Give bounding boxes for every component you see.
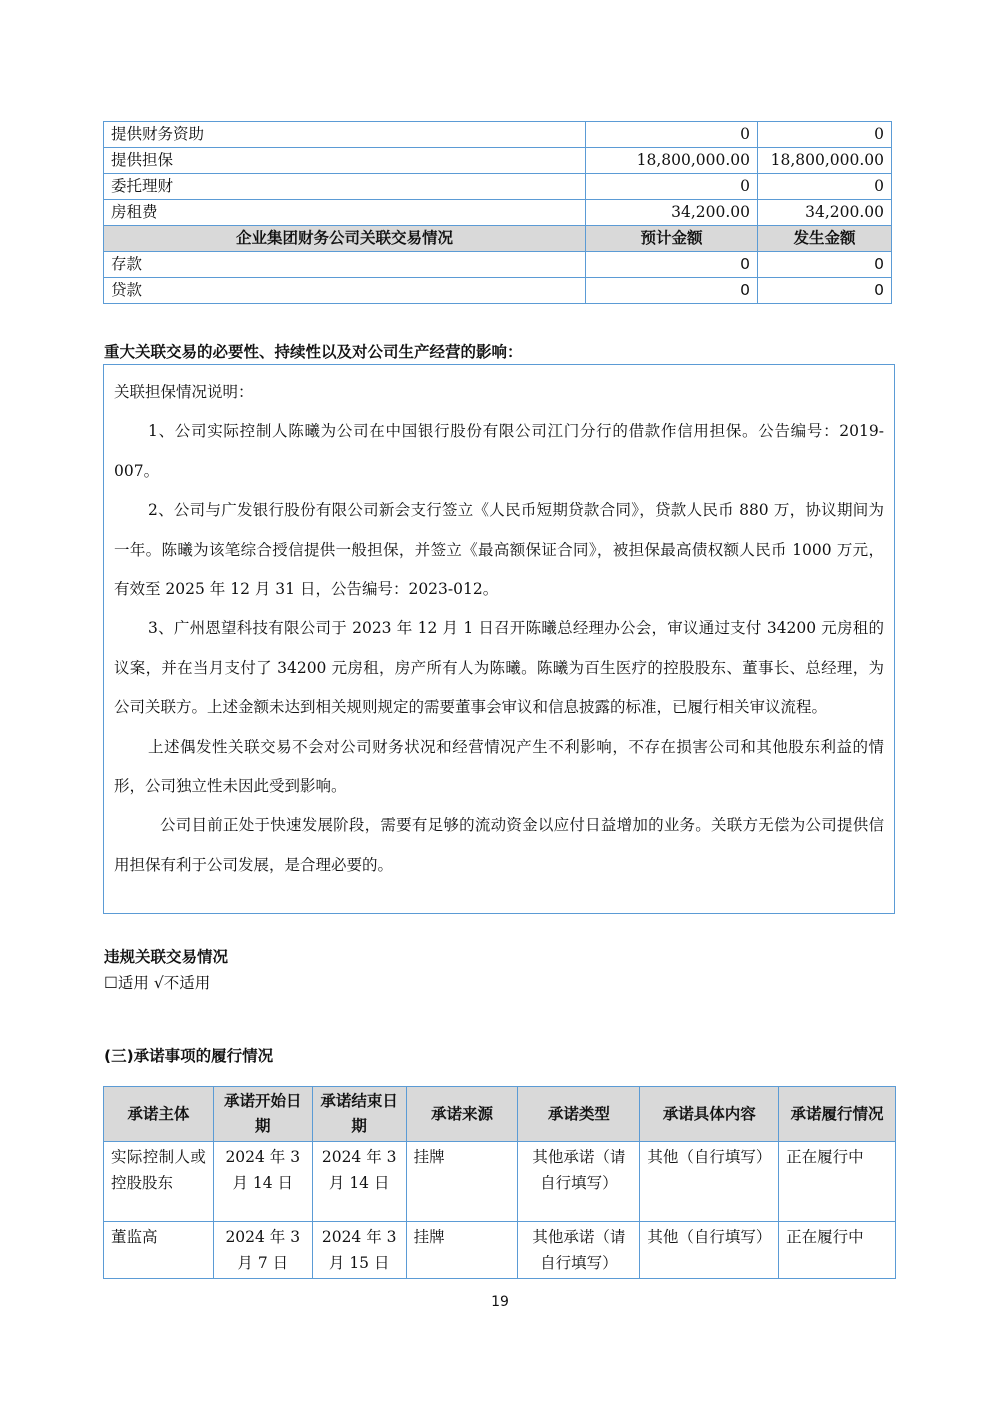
commitment-content: 其他（自行填写） (640, 1142, 779, 1222)
table-row (104, 1222, 896, 1279)
row-label: 提供担保 (104, 148, 586, 174)
column-header: 承诺开始日期 (213, 1087, 312, 1142)
column-header: 承诺主体 (104, 1087, 214, 1142)
table-row (104, 252, 892, 278)
row-label: 贷款 (104, 278, 586, 304)
actual-amount: 0 (758, 252, 892, 278)
violation-options: ☐适用 √不适用 (104, 974, 211, 992)
commitment-start-date: 2024 年 3 月 14 日 (213, 1142, 312, 1222)
actual-amount: 0 (758, 122, 892, 148)
expected-amount: 0 (586, 122, 758, 148)
row-label: 提供财务资助 (104, 122, 586, 148)
header-label: 企业集团财务公司关联交易情况 (104, 226, 586, 252)
impact-description-box (103, 364, 895, 914)
commitment-table (103, 1086, 896, 1279)
page-number: 19 (491, 1294, 509, 1310)
column-header: 承诺具体内容 (640, 1087, 779, 1142)
column-header: 承诺结束日期 (312, 1087, 406, 1142)
table-row (104, 122, 892, 148)
actual-amount: 34,200.00 (758, 200, 892, 226)
actual-amount: 0 (758, 174, 892, 200)
actual-amount: 0 (758, 278, 892, 304)
table-header-row (104, 226, 892, 252)
paragraph: 3、广州恩望科技有限公司于 2023 年 12 月 1 日召开陈曦总经理办公会，审议通过支付 34200 元房租的议案，并在当月支付了 34200 元房租，房产所有人为陈曦。陈曦为百生医疗的控股股东、董事长、总经理，为公司关联方。上述金额未达到相关规则规定的需要董事会审议和信息披露的标准，已履行相关审议流程。 (114, 619, 884, 717)
commitment-source: 挂牌 (406, 1222, 518, 1279)
table-row (104, 1142, 896, 1222)
expected-amount: 18,800,000.00 (586, 148, 758, 174)
commitment-subject: 董监高 (104, 1222, 214, 1279)
column-header: 承诺类型 (518, 1087, 640, 1142)
commitment-heading: (三)承诺事项的履行情况 (104, 1047, 274, 1065)
paragraph: 关联担保情况说明： (114, 383, 254, 401)
commitment-end-date: 2024 年 3 月 15 日 (312, 1222, 406, 1279)
paragraph: 1、公司实际控制人陈曦为公司在中国银行股份有限公司江门分行的借款作信用担保。公告编号：2019-007。 (114, 422, 884, 480)
commitment-start-date: 2024 年 3 月 7 日 (213, 1222, 312, 1279)
commitment-type: 其他承诺（请自行填写） (518, 1222, 640, 1279)
commitment-source: 挂牌 (406, 1142, 518, 1222)
violation-heading: 违规关联交易情况 (104, 948, 229, 966)
paragraph: 公司目前正处于快速发展阶段，需要有足够的流动资金以应付日益增加的业务。关联方无偿为公司提供信用担保有利于公司发展，是合理必要的。 (114, 816, 884, 874)
expected-amount: 0 (586, 278, 758, 304)
column-header: 承诺来源 (406, 1087, 518, 1142)
row-label: 委托理财 (104, 174, 586, 200)
commitment-status: 正在履行中 (779, 1222, 896, 1279)
table-header-row (104, 1087, 896, 1142)
commitment-status: 正在履行中 (779, 1142, 896, 1222)
table-row (104, 148, 892, 174)
related-transactions-table (103, 121, 892, 304)
table-row (104, 174, 892, 200)
paragraph: 上述偶发性关联交易不会对公司财务状况和经营情况产生不利影响，不存在损害公司和其他股东利益的情形，公司独立性未因此受到影响。 (114, 737, 884, 796)
actual-amount: 18,800,000.00 (758, 148, 892, 174)
column-header: 承诺履行情况 (779, 1087, 896, 1142)
commitment-content: 其他（自行填写） (640, 1222, 779, 1279)
commitment-end-date: 2024 年 3 月 14 日 (312, 1142, 406, 1222)
row-label: 存款 (104, 252, 586, 278)
header-actual: 发生金额 (758, 226, 892, 252)
table-row (104, 200, 892, 226)
table-row (104, 278, 892, 304)
commitment-type: 其他承诺（请自行填写） (518, 1142, 640, 1222)
expected-amount: 0 (586, 252, 758, 278)
expected-amount: 34,200.00 (586, 200, 758, 226)
commitment-subject: 实际控制人或控股股东 (104, 1142, 214, 1222)
impact-heading: 重大关联交易的必要性、持续性以及对公司生产经营的影响： (104, 343, 523, 361)
paragraph: 2、公司与广发银行股份有限公司新会支行签立《人民币短期贷款合同》，贷款人民币 880 万，协议期间为一年。陈曦为该笔综合授信提供一般担保，并签立《最高额保证合同》，被担保最高债权额人民币 1000 万元，有效至 2025 年 12 月 31 日，公告编号：2023-012。 (114, 501, 884, 599)
expected-amount: 0 (586, 174, 758, 200)
row-label: 房租费 (104, 200, 586, 226)
header-expected: 预计金额 (586, 226, 758, 252)
